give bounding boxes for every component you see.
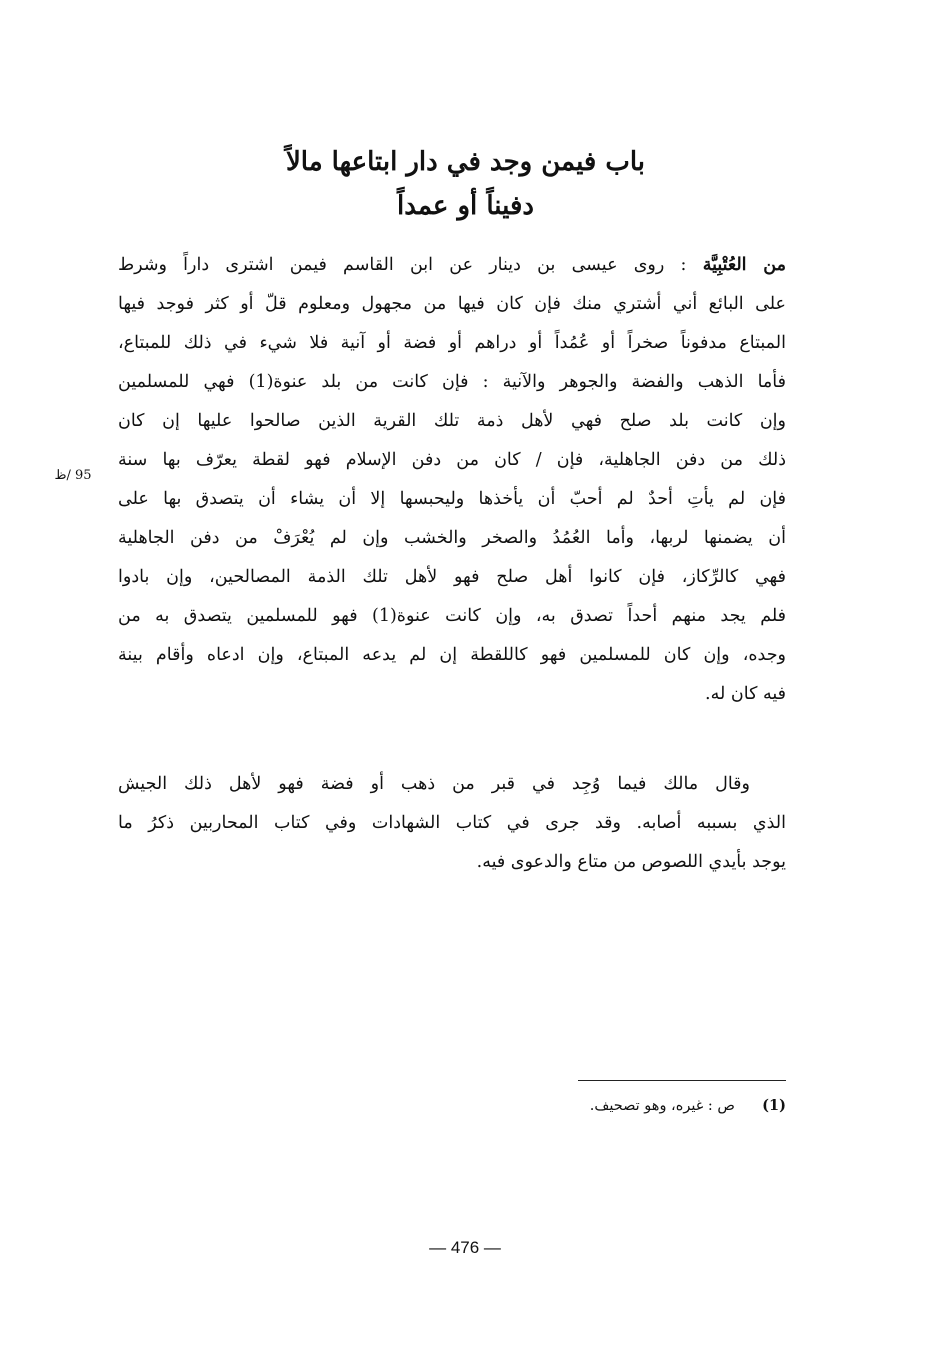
paragraph-1-line-6: ذلك من دفن الجاهلية، فإن / كان من دفن الإسلام فهو لقطة يعرّف بها سنة [118, 450, 786, 470]
paragraph-1-line-7: فإن لم يأتِ أحدٌ لم أحبّ أن يأخذها وليحبسها إلا أن يشاء أن يتصدق بها على [118, 489, 786, 509]
paragraph-2-line-1: وقال مالك فيما وُجِد في قبر من ذهب أو فضة فهو لأهل ذلك الجيش [118, 774, 750, 794]
paragraph-1 [118, 246, 786, 714]
margin-folio-note: 95 /ظ [54, 468, 92, 483]
paragraph-2-line-2: الذي بسببه أصابه. وقد جرى في كتاب الشهادات وفي كتاب المحاربين ذكرُ ما [118, 813, 786, 833]
paragraph-1-line-1 [118, 246, 786, 285]
paragraph-1-line-2: على البائع أني أشتري منك فإن كان فيها من مجهول ومعلوم قلّ أو كثر فوجد فيها [118, 294, 786, 314]
paragraph-2 [118, 765, 786, 882]
footnote [440, 1094, 786, 1118]
paragraph-1-line-10: فلم يجد منهم أحداً تصدق به، وإن كانت عنوة(1) فهو للمسلمين يتصدق به من [118, 606, 786, 626]
source-label: من العُتْبِيَّة [702, 255, 786, 275]
paragraph-1-line-5: وإن كانت بلد صلح فهي لأهل ذمة تلك القرية الذين صالحوا عليها إن كان [118, 411, 786, 431]
chapter-title [200, 140, 731, 228]
paragraph-2-line-3: يوجد بأيدي اللصوص من متاع والدعوى فيه. [476, 852, 786, 872]
footnote-marker: (1) [762, 1097, 786, 1114]
footnote-text: ص : غيره، وهو تصحيف. [589, 1098, 735, 1114]
paragraph-1-line-8: أن يضمنها لربها، وأما العُمُدُ والصخر والخشب وإن لم يُعْرَفْ من دفن الجاهلية [118, 528, 786, 548]
paragraph-1-line-11: وجده، وإن كان للمسلمين فهو كاللقطة إن لم يدعه المبتاع، وإن ادعاه وأقام بينة [118, 645, 786, 665]
footnote-divider [578, 1080, 786, 1081]
paragraph-1-line-9: فهي كالرِّكاز، فإن كانوا أهل صلح فهو لأهل تلك الذمة المصالحين، وإن بادوا [118, 567, 786, 587]
chapter-title-line-2: دفيناً أو عمداً [397, 191, 534, 221]
page-number: — 476 — [429, 1238, 501, 1257]
paragraph-1-line-3: المبتاع مدفوناً صخراً أو عُمُداً أو دراهم أو فضة أو آنية فلا شيء في ذلك للمبتاع، [118, 333, 786, 353]
paragraph-1-line-4: فأما الذهب والفضة والجوهر والآنية : فإن كانت من بلد عنوة(1) فهي للمسلمين [118, 372, 786, 392]
paragraph-1-line-1-rest: : روى عيسى بن دينار عن ابن القاسم فيمن اشترى داراً وشرط [118, 255, 703, 275]
paragraph-1-line-12: فيه كان له. [705, 684, 786, 704]
chapter-title-line-1: باب فيمن وجد في دار ابتاعها مالاً [285, 147, 646, 177]
